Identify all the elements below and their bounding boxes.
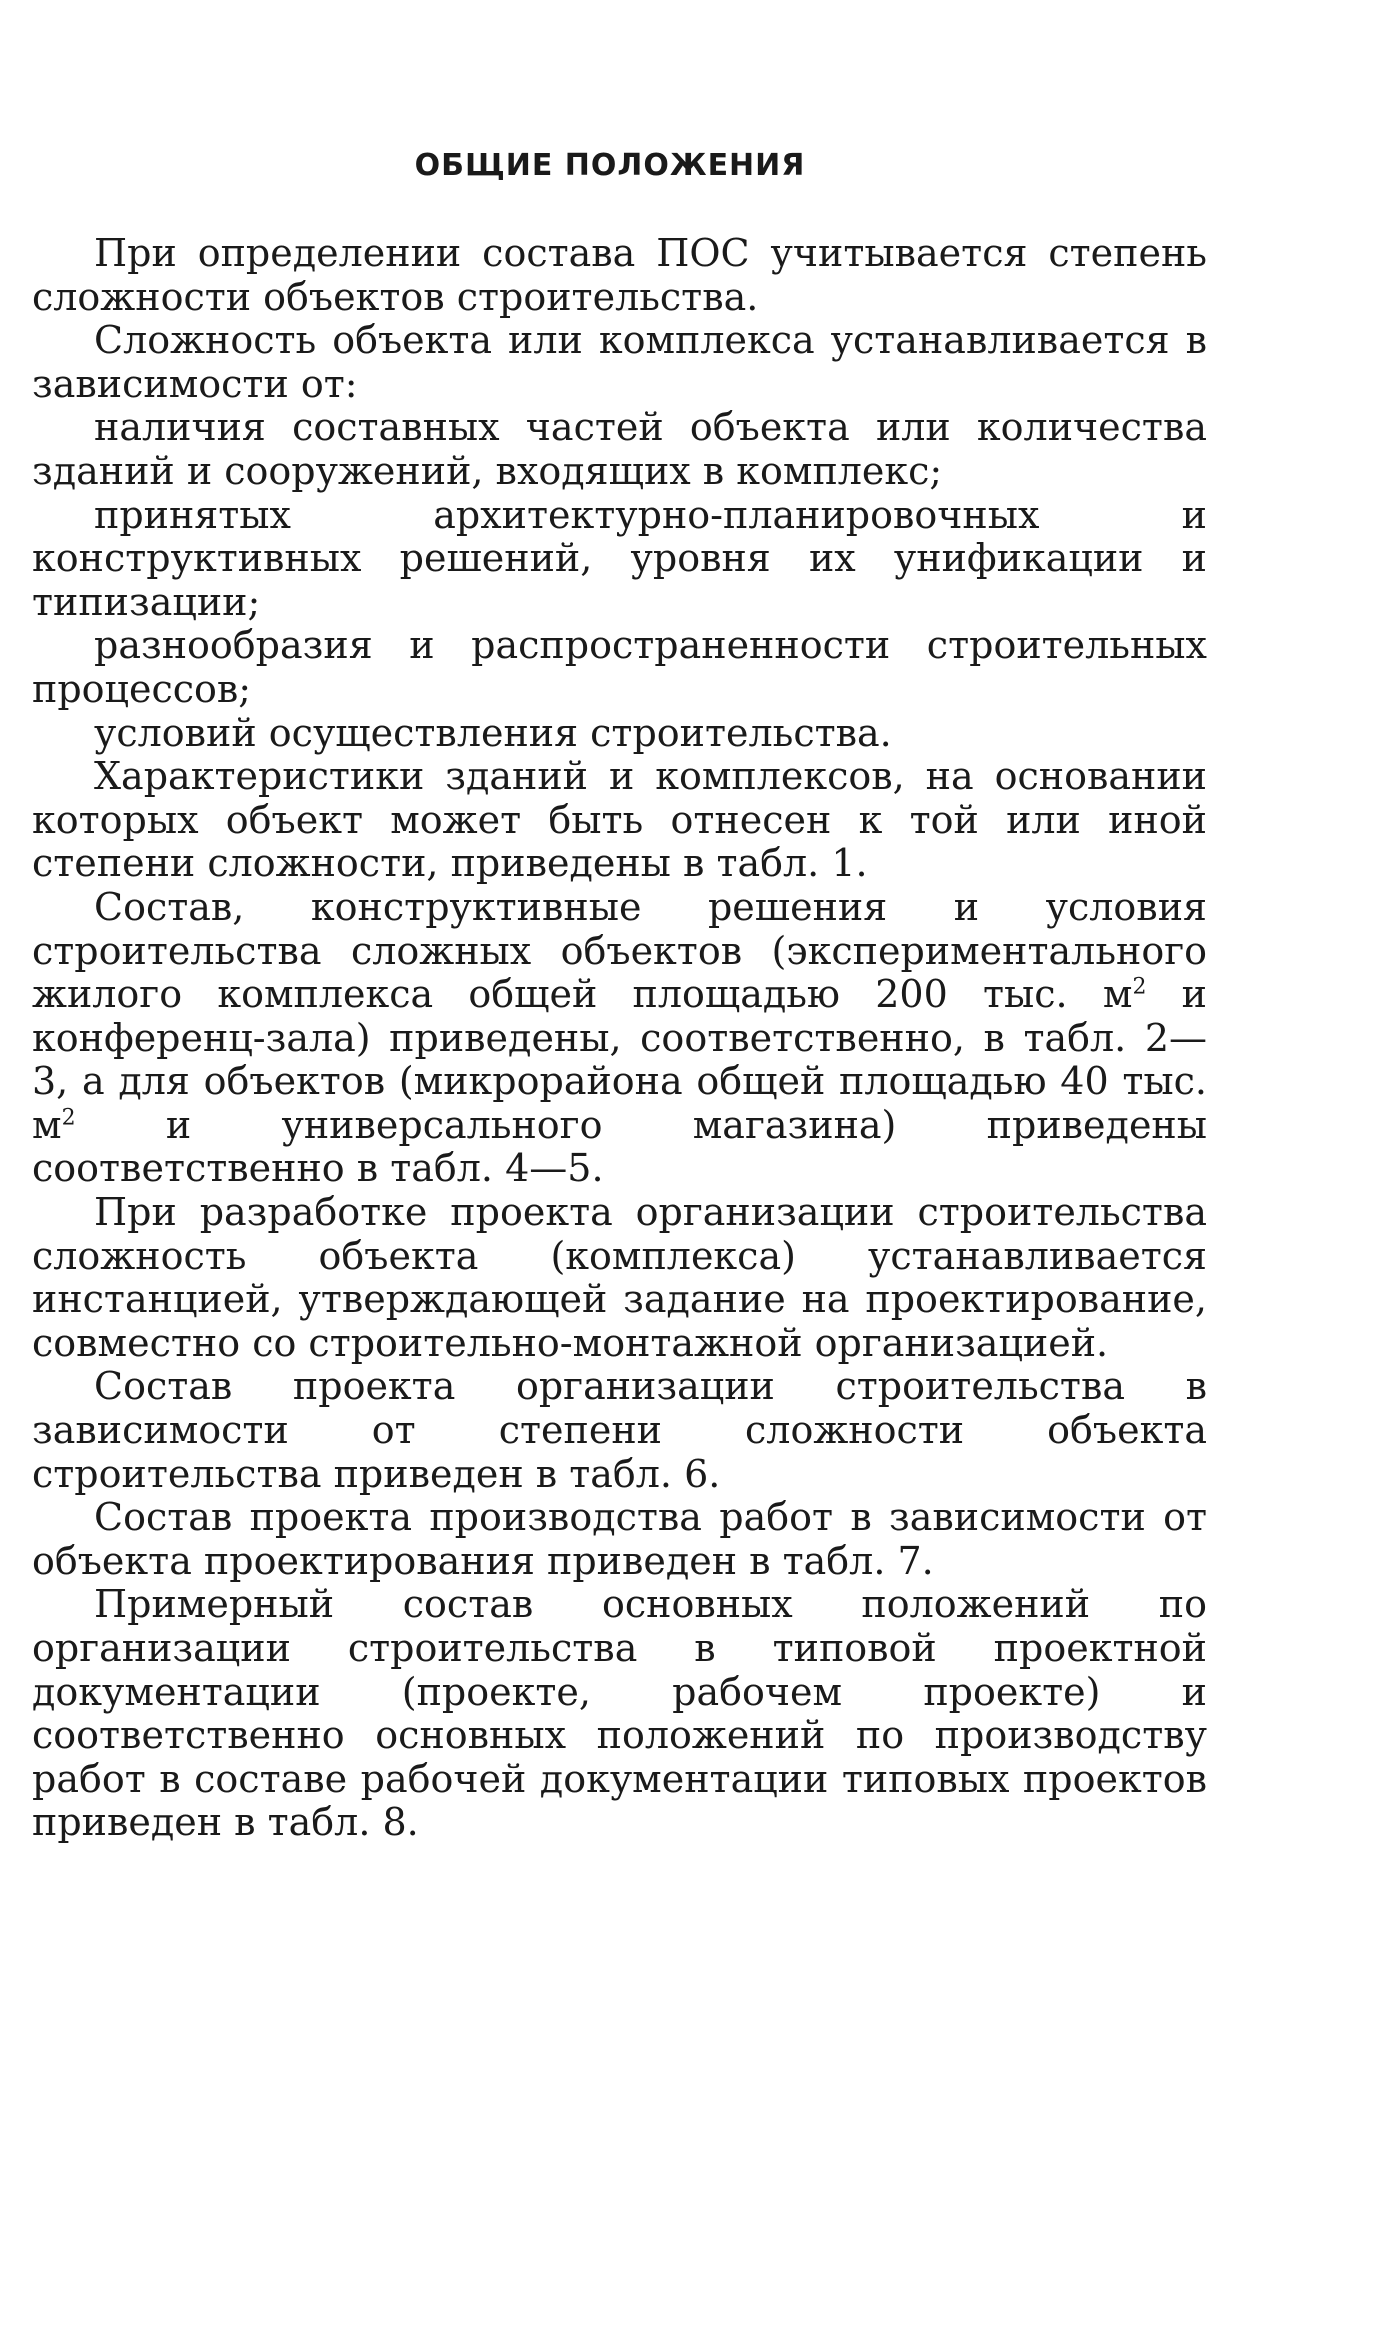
paragraph: При разработке проекта организации строительства сложность объекта (комплекса) устанавливается инстанцией, утверждающей задание на проектирование, совместно со строительно-монтажной организацией. [32, 1190, 1207, 1365]
list-item: принятых архитектурно-планировочных и конструктивных решений, уровня их унификации и типизации; [32, 492, 1207, 624]
list-item: условий осуществления строительства. [94, 710, 892, 755]
paragraph: Состав проекта производства работ в зависимости от объекта проектирования приведен в табл. 7. [32, 1495, 1207, 1583]
list-item: наличия составных частей объекта или количества зданий и сооружений, входящих в комплекс; [32, 405, 1207, 493]
paragraph: Состав проекта организации строительства в зависимости от степени сложности объекта строительства приведен в табл. 6. [32, 1364, 1207, 1496]
paragraph: Примерный состав основных положений по организации строительства в типовой проектной документации (проекте, рабочем проекте) и соответственно основных положений по производству работ в составе рабочей документации типовых проектов приведен в табл. 8. [32, 1582, 1207, 1845]
superscript: 2 [61, 1105, 76, 1131]
superscript: 2 [1132, 974, 1147, 1000]
paragraph: Характеристики зданий и комплексов, на основании которых объект может быть отнесен к той или иной степени сложности, приведены в табл. 1. [32, 754, 1207, 886]
paragraph [32, 886, 1207, 1191]
paragraph: При определении состава ПОС учитывается степень сложности объектов строительства. [32, 231, 1207, 319]
paragraph-text: Состав, конструктивные решения и условия строительства сложных объектов (экспериментального жилого комплекса общей площадью 200 тыс. м [32, 884, 1207, 1017]
list-item: разнообразия и распространенности строительных процессов; [32, 623, 1207, 711]
paragraph-text: и универсального магазина) приведены соответственно в табл. 4—5. [32, 1102, 1207, 1191]
paragraph-text: и конференц-зала) приведены, соответственно, в табл. 2—3, а для объектов (микрорайона общей площадью 40 тыс. м [32, 972, 1207, 1147]
body-text [32, 232, 1207, 1845]
section-title: ОБЩИЕ ПОЛОЖЕНИЯ [414, 148, 806, 183]
paragraph: Сложность объекта или комплекса устанавливается в зависимости от: [32, 318, 1207, 406]
